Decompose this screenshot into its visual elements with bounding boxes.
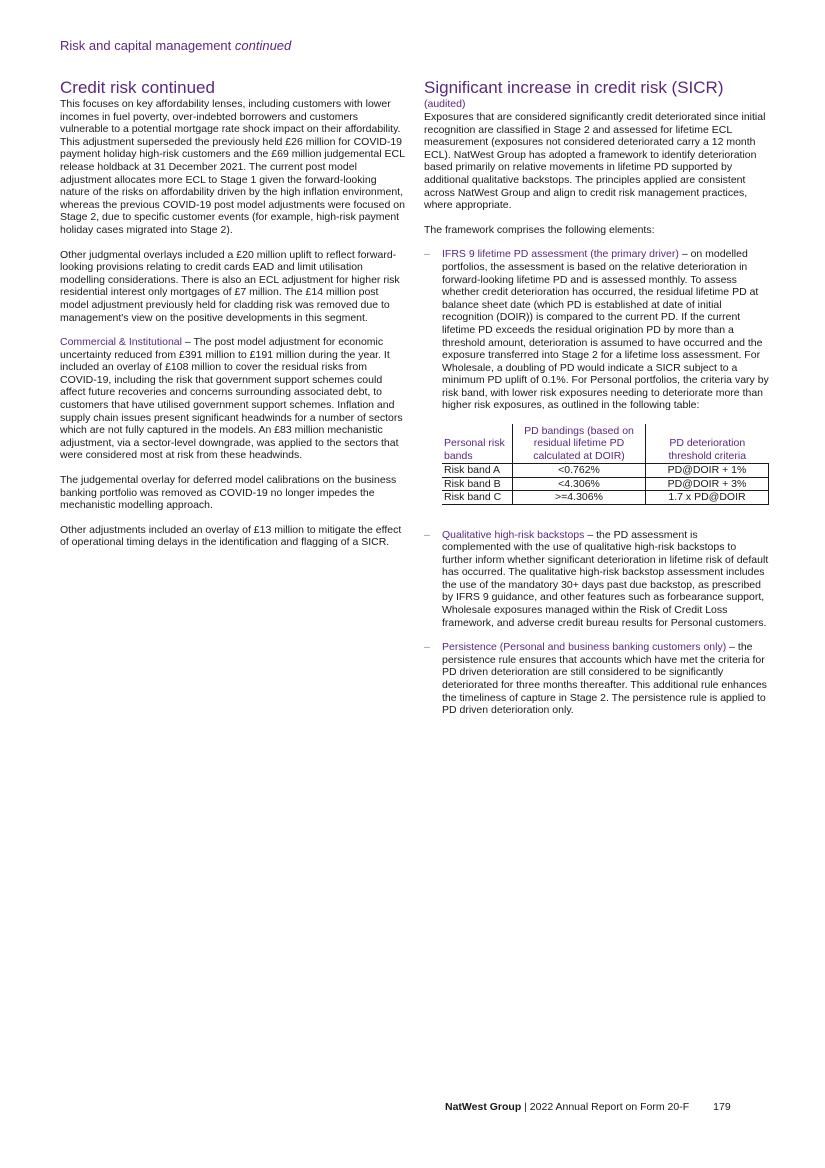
commercial-institutional-paragraph xyxy=(60,336,405,462)
framework-elements-list-continued xyxy=(424,529,769,717)
credit-risk-heading: Credit risk continued xyxy=(60,78,215,97)
table-cell: >=4.306% xyxy=(513,491,646,504)
audited-subheading: (audited) xyxy=(424,98,466,110)
bullet-label: Persistence (Personal and business banking customers only) xyxy=(442,641,727,654)
commercial-institutional-text: – The post model adjustment for economic uncertainty reduced from £391 million to £191 million during the year. It included an overlay of £108 million to cover the residual risks from COVID-19, including the risk that government support schemes could affect future recoveries and concerns surrounding associated debt, to customers that have utilised government support schemes. Inflation and supply chain issues present significant headwinds for a number of sectors which are not fully captured in the models. An £83 million mechanistic adjustment, via a sector-level downgrade, was applied to the sectors that were considered most at risk from these headwinds. xyxy=(60,336,403,462)
bullet-label: IFRS 9 lifetime PD assessment (the primary driver) xyxy=(442,248,679,261)
affordability-paragraph: This focuses on key affordability lenses, including customers with lower incomes in fuel poverty, over-indebted borrowers and customers vulnerable to a potential mortgage rate shock impact on their affordability. This adjustment superseded the previously held £26 million for COVID-19 payment holiday high-risk customers and the £69 million judgemental ECL release holdback at 31 December 2021. The current post model adjustment allocates more ECL to Stage 1 given the forward-looking nature of the risks on affordability driven by the high inflation environment, whereas the previous COVID-19 post model adjustments were focused on Stage 2, due to specific customer events (for example, high-risk payment holiday cases migrated into Stage 2). xyxy=(60,98,405,236)
header-suffix: continued xyxy=(234,38,292,53)
table-cell: 1.7 x PD@DOIR xyxy=(646,491,769,504)
left-column xyxy=(60,78,405,561)
pd-threshold-table xyxy=(442,424,769,504)
header-section: Risk and capital management xyxy=(60,38,232,53)
bullet-text: – the PD assessment is complemented with the use of qualitative high-risk backstops to further inform whether significant deterioration in lifetime risk of default has occurred. The qualitative high-risk backstop assessment includes the use of the mandatory 30+ days past due backstop, as prescribed by IFRS 9 guidance, and other features such as forbearance support, Wholesale exposures managed within the Risk of Credit Loss framework, and adverse credit bureau results for Personal customers. xyxy=(442,528,769,629)
other-adjustments-paragraph: Other adjustments included an overlay of £13 million to mitigate the effect of operational timing delays in the identification and flagging of a SICR. xyxy=(60,523,402,549)
page-number: 179 xyxy=(713,1101,731,1113)
table-cell: PD@DOIR + 1% xyxy=(646,464,769,477)
list-item xyxy=(424,529,769,630)
sicr-intro-paragraph: Exposures that are considered significantly credit deteriorated since initial recognition are classified in Stage 2 and assessed for lifetime ECL measurement (exposures not considered deteriorated carry a 12 month ECL). NatWest Group has adopted a framework to identify deterioration based primarily on relative movements in lifetime PD supported by additional qualitative backstops. The principles applied are consistent across NatWest Group and align to credit risk management practices, where appropriate. xyxy=(424,111,766,212)
table-cell: <4.306% xyxy=(513,477,646,490)
table-cell: <0.762% xyxy=(513,464,646,477)
business-banking-paragraph: The judgemental overlay for deferred model calibrations on the business banking portfolio was removed as COVID-19 no longer impedes the mechanistic modelling approach. xyxy=(60,474,397,512)
table-row xyxy=(442,477,769,490)
table-header-pd-bandings: PD bandings (based on residual lifetime PD calculated at DOIR) xyxy=(513,424,646,464)
table-cell: Risk band B xyxy=(442,477,513,490)
page-footer xyxy=(445,1101,731,1113)
running-header xyxy=(60,38,291,53)
bullet-text: – on modelled portfolios, the assessment is based on the relative deterioration in forward-looking lifetime PD and is assessed monthly. To assess whether credit deterioration has occurred, the residual lifetime PD at balance sheet date (which PD is established at date of initial recognition (DOIR)) is compared to the current PD. If the current lifetime PD exceeds the residual origination PD by more than a threshold amount, deterioration is assumed to have occurred and the exposure transferred into Stage 2 for a lifetime loss assessment. For Wholesale, a doubling of PD would indicate a SICR subject to a minimum PD uplift of 0.1%. For Personal portfolios, the criteria vary by risk band, with lower risk exposures needing to deteriorate more than higher risk exposures, as outlined in the following table: xyxy=(442,248,769,412)
dash-bullet: – xyxy=(424,528,430,541)
dash-bullet: – xyxy=(424,248,430,261)
judgmental-overlays-paragraph: Other judgmental overlays included a £20 million uplift to reflect forward-looking provisions relating to credit cards EAD and limit utilisation modelling considerations. There is also an ECL adjustment for higher risk residential interest only mortgages of £7 million. The £14 million post model adjustment previously held for cladding risk was removed due to management's view on the positive developments in this segment. xyxy=(60,248,400,324)
bullet-text: – the persistence rule ensures that accounts which have met the criteria for PD driven deterioration are still considered to be significantly deteriorated for three months thereafter. This additional rule enhances the timeliness of capture in Stage 2. The persistence rule is applied to PD driven deterioration only. xyxy=(442,641,767,717)
framework-paragraph: The framework comprises the following elements: xyxy=(424,223,655,236)
sicr-heading: Significant increase in credit risk (SICR) xyxy=(424,78,724,97)
footer-separator: | xyxy=(521,1101,530,1113)
table-header-risk-bands: Personal risk bands xyxy=(442,424,513,464)
footer-brand: NatWest Group xyxy=(445,1101,522,1113)
commercial-institutional-label: Commercial & Institutional xyxy=(60,336,182,349)
list-item xyxy=(424,248,769,412)
table-cell: Risk band A xyxy=(442,464,513,477)
footer-report: 2022 Annual Report on Form 20-F xyxy=(529,1101,690,1113)
table-cell: PD@DOIR + 3% xyxy=(646,477,769,490)
bullet-label: Qualitative high-risk backstops xyxy=(442,528,585,541)
framework-elements-list xyxy=(424,248,769,412)
table-cell: Risk band C xyxy=(442,491,513,504)
list-item xyxy=(424,641,769,717)
dash-bullet: – xyxy=(424,641,430,654)
table-header-threshold: PD deterioration threshold criteria xyxy=(646,424,769,464)
table-row xyxy=(442,464,769,477)
table-row xyxy=(442,491,769,504)
right-column xyxy=(424,78,769,729)
